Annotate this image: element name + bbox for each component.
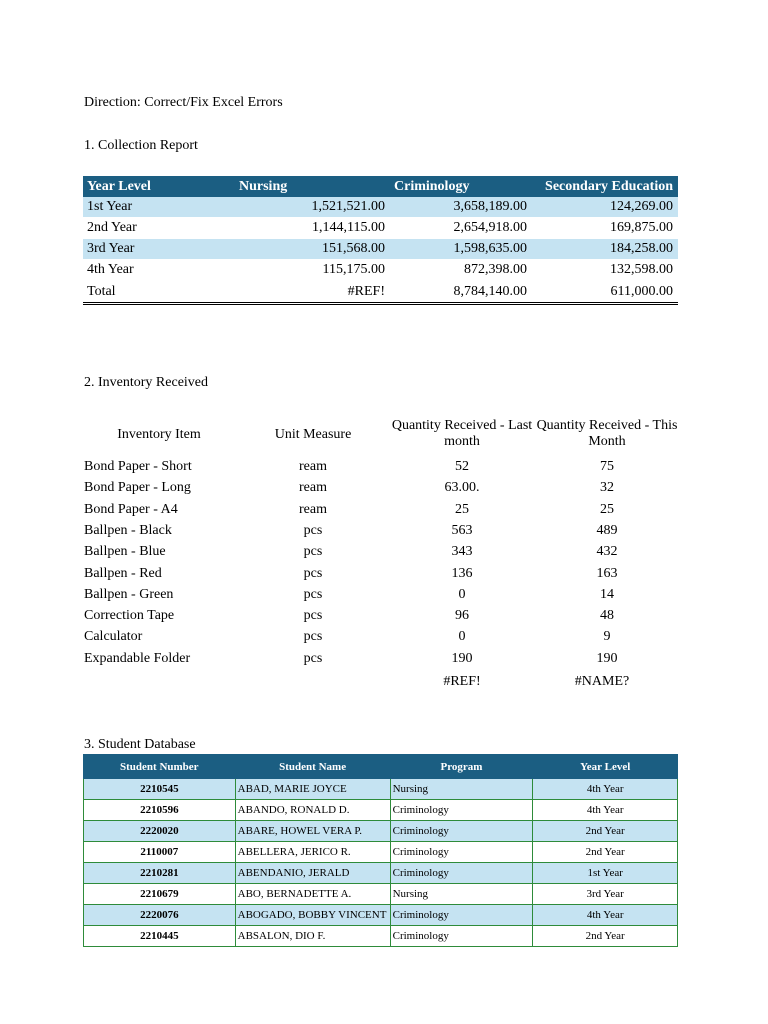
inventory-item-cell: Ballpen - Blue <box>84 544 166 560</box>
inventory-item-cell: Ballpen - Red <box>84 565 162 581</box>
inventory-header-last: Quantity Received - Last month <box>391 418 533 449</box>
student-header: Student Name <box>235 755 390 779</box>
inventory-this-cell: 190 <box>596 650 618 666</box>
inventory-this-cell: 9 <box>603 629 611 645</box>
year-level-cell: 2nd Year <box>533 842 678 863</box>
year-level-cell: 1st Year <box>533 863 678 884</box>
inventory-header-item: Inventory Item <box>117 427 201 442</box>
inventory-unit-cell: ream <box>299 480 327 496</box>
inventory-this-cell: 75 <box>600 459 614 474</box>
inventory-this-cell: 32 <box>600 480 614 496</box>
inventory-last-cell: 63.00. <box>444 480 480 496</box>
student-header-row <box>84 755 678 779</box>
year-cell: 1st Year <box>83 197 235 218</box>
inventory-this-cell: 48 <box>600 608 614 624</box>
student-name-cell: ABSALON, DIO F. <box>235 926 390 947</box>
inventory-unit-cell: ream <box>299 459 327 474</box>
student-number-cell: 2210679 <box>84 884 236 905</box>
direction-text: Direction: Correct/Fix Excel Errors <box>84 95 283 110</box>
collection-table <box>83 176 678 305</box>
total-label: Total <box>83 281 235 304</box>
value-cell: 169,875.00 <box>532 218 678 239</box>
student-name-cell: ABARE, HOWEL VERA P. <box>235 821 390 842</box>
collection-row <box>83 197 678 218</box>
inventory-last-cell: 136 <box>451 565 473 581</box>
inventory-item-cell: Correction Tape <box>84 608 175 624</box>
value-cell: 124,269.00 <box>532 197 678 218</box>
value-cell: 1,521,521.00 <box>235 197 390 218</box>
student-number-cell: 2210445 <box>84 926 236 947</box>
student-row <box>84 779 678 800</box>
inventory-total-last: #REF! <box>443 674 481 689</box>
inventory-last-cell: 25 <box>455 501 469 517</box>
year-level-cell: 4th Year <box>533 779 678 800</box>
inventory-unit-cell: ream <box>299 501 327 517</box>
inventory-heading: 2. Inventory Received <box>84 375 209 390</box>
program-cell: Criminology <box>390 821 533 842</box>
student-name-cell: ABANDO, RONALD D. <box>235 800 390 821</box>
inventory-total-this: #NAME? <box>574 674 630 689</box>
student-number-cell: 2210545 <box>84 779 236 800</box>
student-name-cell: ABELLERA, JERICO R. <box>235 842 390 863</box>
inventory-item-cell: Ballpen - Green <box>84 586 174 602</box>
student-number-cell: 2210596 <box>84 800 236 821</box>
value-cell: 3,658,189.00 <box>390 197 532 218</box>
program-cell: Nursing <box>390 884 533 905</box>
student-name-cell: ABAD, MARIE JOYCE <box>235 779 390 800</box>
inventory-item-cell: Ballpen - Black <box>84 522 172 538</box>
inventory-unit-cell: pcs <box>303 608 323 624</box>
inventory-last-cell: 343 <box>451 544 473 560</box>
year-cell: 4th Year <box>83 260 235 281</box>
student-table <box>83 754 678 947</box>
inventory-last-cell: 190 <box>451 650 473 666</box>
inventory-this-cell: 432 <box>596 544 618 560</box>
program-cell: Criminology <box>390 926 533 947</box>
collection-header: Nursing <box>235 176 390 197</box>
inventory-item-cell: Expandable Folder <box>84 650 191 666</box>
student-number-cell: 2220020 <box>84 821 236 842</box>
student-row <box>84 800 678 821</box>
collection-total-row <box>83 281 678 304</box>
value-cell: 151,568.00 <box>235 239 390 260</box>
collection-header: Secondary Education <box>532 176 678 197</box>
collection-row <box>83 260 678 281</box>
value-cell: 115,175.00 <box>235 260 390 281</box>
inventory-last-cell: 0 <box>458 586 466 602</box>
student-row <box>84 863 678 884</box>
student-number-cell: 2220076 <box>84 905 236 926</box>
inventory-last-cell: 563 <box>451 522 473 538</box>
inventory-unit-cell: pcs <box>303 544 323 560</box>
program-cell: Criminology <box>390 800 533 821</box>
collection-row <box>83 239 678 260</box>
student-row <box>84 905 678 926</box>
inventory-last-cell: 0 <box>458 629 466 645</box>
year-level-cell: 4th Year <box>533 800 678 821</box>
value-cell: 1,144,115.00 <box>235 218 390 239</box>
program-cell: Nursing <box>390 779 533 800</box>
student-heading: 3. Student Database <box>84 737 196 752</box>
inventory-item-cell: Bond Paper - A4 <box>84 501 178 517</box>
inventory-unit-cell: pcs <box>303 522 323 538</box>
year-level-cell: 2nd Year <box>533 821 678 842</box>
year-level-cell: 4th Year <box>533 905 678 926</box>
inventory-item-cell: Bond Paper - Long <box>84 480 191 496</box>
total-cell: 8,784,140.00 <box>390 281 532 304</box>
program-cell: Criminology <box>390 863 533 884</box>
total-cell: 611,000.00 <box>532 281 678 304</box>
value-cell: 2,654,918.00 <box>390 218 532 239</box>
value-cell: 1,598,635.00 <box>390 239 532 260</box>
inventory-this-cell: 25 <box>600 501 614 517</box>
student-name-cell: ABOGADO, BOBBY VINCENT <box>235 905 390 926</box>
year-level-cell: 3rd Year <box>533 884 678 905</box>
year-level-cell: 2nd Year <box>533 926 678 947</box>
value-cell: 184,258.00 <box>532 239 678 260</box>
inventory-last-cell: 52 <box>455 459 469 474</box>
student-row <box>84 926 678 947</box>
student-header: Program <box>390 755 533 779</box>
student-row <box>84 821 678 842</box>
inventory-header-unit: Unit Measure <box>274 427 352 442</box>
collection-header-row <box>83 176 678 197</box>
inventory-last-cell: 96 <box>455 608 469 624</box>
year-cell: 3rd Year <box>83 239 235 260</box>
student-header: Year Level <box>533 755 678 779</box>
collection-header: Year Level <box>83 176 235 197</box>
inventory-unit-cell: pcs <box>303 629 323 645</box>
value-cell: 872,398.00 <box>390 260 532 281</box>
total-cell: #REF! <box>235 281 390 304</box>
program-cell: Criminology <box>390 905 533 926</box>
inventory-item-cell: Bond Paper - Short <box>84 459 192 474</box>
student-number-cell: 2210281 <box>84 863 236 884</box>
inventory-unit-cell: pcs <box>303 586 323 602</box>
inventory-this-cell: 163 <box>596 565 618 581</box>
program-cell: Criminology <box>390 842 533 863</box>
inventory-this-cell: 489 <box>596 522 618 538</box>
inventory-item-cell: Calculator <box>84 629 143 645</box>
inventory-unit-cell: pcs <box>303 565 323 581</box>
inventory-unit-cell: pcs <box>303 650 323 666</box>
student-name-cell: ABENDANIO, JERALD <box>235 863 390 884</box>
student-name-cell: ABO, BERNADETTE A. <box>235 884 390 905</box>
value-cell: 132,598.00 <box>532 260 678 281</box>
student-row <box>84 884 678 905</box>
inventory-header-this: Quantity Received - This Month <box>536 418 678 449</box>
inventory-this-cell: 14 <box>600 586 614 602</box>
collection-heading: 1. Collection Report <box>84 138 198 153</box>
collection-row <box>83 218 678 239</box>
student-header: Student Number <box>84 755 236 779</box>
year-cell: 2nd Year <box>83 218 235 239</box>
student-row <box>84 842 678 863</box>
collection-header: Criminology <box>390 176 532 197</box>
student-number-cell: 2110007 <box>84 842 236 863</box>
